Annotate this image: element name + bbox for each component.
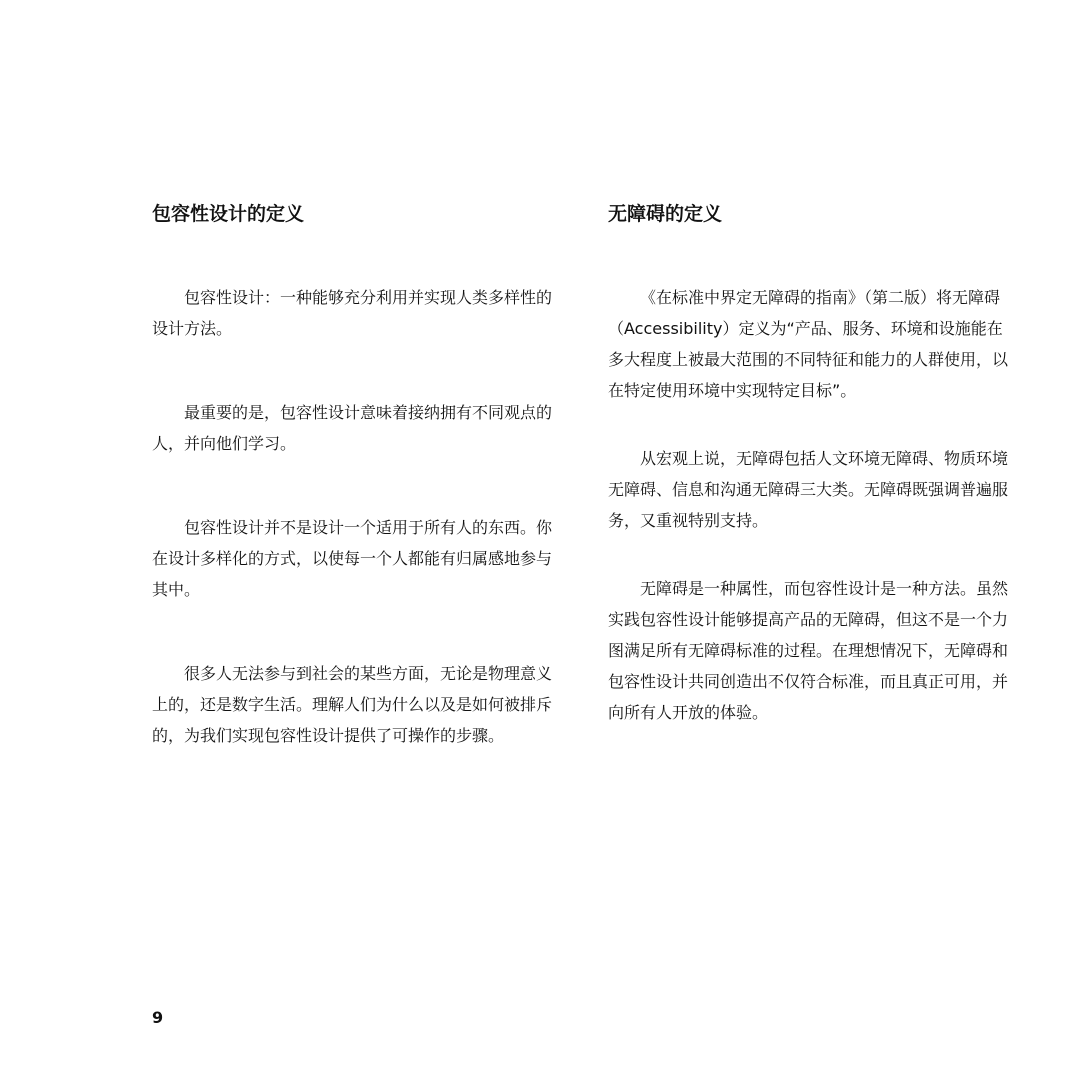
- left-paragraph-2: 最重要的是，包容性设计意味着接纳拥有不同观点的人，并向他们学习。: [152, 403, 553, 453]
- right-paragraph-2: 从宏观上说，无障碍包括人文环境无障碍、物质环境无障碍、信息和沟通无障碍三大类。无障碍既强调普遍服务，又重视特别支持。: [608, 449, 1009, 530]
- left-paragraph-3: 包容性设计并不是设计一个适用于所有人的东西。你在设计多样化的方式，以使每一个人都能有归属感地参与其中。: [152, 518, 553, 599]
- right-paragraph-3: 无障碍是一种属性，而包容性设计是一种方法。虽然实践包容性设计能够提高产品的无障碍，但这不是一个力图满足所有无障碍标准的过程。在理想情况下，无障碍和包容性设计共同创造出不仅符合标准，而且真正可用，并向所有人开放的体验。: [608, 579, 1009, 722]
- accessibility-heading: 无障碍的定义: [608, 203, 723, 225]
- left-paragraph-4: 很多人无法参与到社会的某些方面，无论是物理意义上的，还是数字生活。理解人们为什么以及是如何被排斥的，为我们实现包容性设计提供了可操作的步骤。: [152, 664, 553, 745]
- right-paragraph-1: 《在标准中界定无障碍的指南》（第二版）将无障碍（Accessibility）定义为“产品、服务、环境和设施能在多大程度上被最大范围的不同特征和能力的人群使用，以在特定使用环境中实现特定目标”。: [608, 288, 1009, 400]
- inclusive-design-heading: 包容性设计的定义: [152, 203, 305, 225]
- right-column: [608, 196, 1014, 728]
- page-number: 9: [152, 1008, 164, 1027]
- left-paragraph-1: 包容性设计：一种能够充分利用并实现人类多样性的设计方法。: [152, 288, 553, 338]
- left-column: [152, 196, 558, 751]
